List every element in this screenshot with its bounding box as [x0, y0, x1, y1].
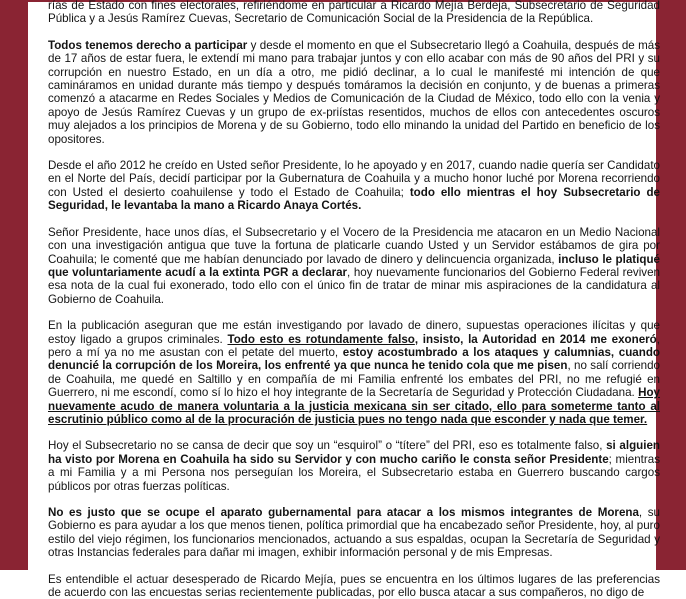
paragraph-3 — [48, 159, 660, 213]
paragraph-5-run: , insisto, la Autoridad en 2014 me exoneró — [414, 332, 657, 346]
left-border — [0, 0, 28, 570]
paragraph-4-run: , hoy nuevamente funcionarios del Gobierno Federal reviven esa nota de la cual fui exonerado, todo ello con el único fin de tratar de minar mis aspiraciones de la candidatura al Gobierno de Coahuila. — [48, 265, 661, 306]
paragraph-8-run: Es entendible el actuar desesperado de Ricardo Mejía, pues se encuentra en los últimos lugares de las preferencias de acuerdo con las encuestas serias recientemente publicadas, por ello busca atacar a sus compañeros, no digo de — [48, 572, 660, 599]
paragraph-2 — [48, 39, 660, 146]
paragraph-2-run: y desde el momento en que el Subsecretario llegó a Coahuila, después de más de 17 años de estar fuera, le extendí mi mano para trabajar juntos y con ello acabar con más de 90 años del PRI y su corrupción en nuestro Estado, en un día a otro, me pidió declinar, a lo cual le manifesté mi intención de que camináramos en unidad durante más tiempo y después tomáramos la decisión en conjunto, y de buenas a primeras comenzó a atacarme en Redes Sociales y Medios de Comunicación de la Ciudad de México, todo ello con la venia y apoyo de Jesús Ramírez Cuevas y un grupo de ex-priístas resentidos, muchos de ellos con antecedentes oscuros muy alejados a los principios de Morena y de su Gobierno, todo ello minando la unidad del Partido en beneficio de los opositores. — [48, 38, 660, 146]
paragraph-5-run: En la publicación aseguran que me están investigando por lavado de dinero, supuestas operaciones ilícitas y que estoy ligado a grupos criminales. — [48, 319, 660, 346]
letter-body — [48, 0, 661, 599]
paragraph-4 — [48, 226, 660, 306]
paragraph-4-run: incluso le platiqué que voluntariamente acudí a la extinta PGR a declarar — [48, 252, 661, 279]
paragraph-1 — [48, 0, 660, 26]
paragraph-6-run: Hoy el Subsecretario no se cansa de decir que soy un “esquirol” o “títere” del PRI, eso es totalmente falso, — [48, 439, 607, 453]
paragraph-7 — [48, 506, 660, 560]
paragraph-5-run: , no salí corriendo de Coahuila, me quedé en Saltillo y en compañía de mi Familia enfrenté los embates del PRI, no me refugié en Guerrero, ni me escondí, como sí lo hizo el hoy integrante de la Secretaría de Seguridad y Protección Ciudadana. — [48, 359, 661, 400]
paragraph-5 — [48, 319, 660, 426]
paragraph-3-run: Desde el año 2012 he creído en Usted señor Presidente, lo he apoyado y en 2017, cuando nadie quería ser Candidato en el Norte del País, decidí participar por la Gubernatura de Coahuila y a mucho honor luché por Morena recorriendo con Usted el desierto coahuilense y todo el Estado de Coahuila; — [48, 159, 660, 199]
right-border — [656, 0, 686, 570]
paragraph-8 — [48, 573, 660, 599]
paragraph-6-run: ; mientras a mi Familia y a mi Persona nos perseguían los Moreira, el Subsecretario estaba en Guerrero buscando cargos públicos por otras fuerzas políticas. — [48, 452, 660, 493]
paragraph-5-run: , pero a mí ya no me asustan con el petate del muerto, — [48, 332, 660, 359]
paragraph-7-run: No es justo que se ocupe el aparato gubernamental para atacar a los mismos integrantes de Morena — [48, 506, 639, 519]
paragraph-4-run: Señor Presidente, hace unos días, el Subsecretario y el Vocero de la Presidencia me atacaron en un Medio Nacional con una investigación antigua que tuve la fortuna de platicarle cuando Usted y un Servidor estábamos de gira por Coahuila; le comenté que me habían denunciado por lavado de dinero y delincuencia organizada, — [48, 225, 660, 266]
paragraph-6 — [48, 439, 660, 493]
paragraph-5-run: Hoy nuevamente acudo de manera voluntaria a la justicia mexicana sin ser citado, ello para someterme tanto al escrutinio público como al de la procuración de justicia pues no tengo nada que esconder y nada que temer. — [48, 386, 660, 426]
paragraph-6-run: si alguien ha visto por Morena en Coahuila ha sido su Servidor y con mucho cariño le consta señor Presidente — [48, 439, 660, 466]
paragraph-3-run: todo ello mientras el hoy Subsecretario de Seguridad, le levantaba la mano a Ricardo Anaya Cortés. — [48, 185, 660, 213]
paragraph-1-run: rías de Estado con fines electorales, refiriéndome en particular a Ricardo Mejía Berdeja, Subsecretario de Seguridad Pública y a Jesús Ramírez Cuevas, Secretario de Comunicación Social de la Presidencia de la República. — [48, 0, 660, 26]
paragraph-5-run: Todo esto es rotundamente falso — [227, 332, 415, 346]
paragraph-2-run: Todos tenemos derecho a participar — [48, 38, 248, 52]
paragraph-5-run: estoy acostumbrado a los ataques y calumnias, cuando denuncié la corrupción de los Moreira, los enfrenté ya que nunca he tenido cola que me pisen — [48, 345, 660, 373]
paragraph-7-run: , su Gobierno es para ayudar a los que menos tienen, política primordial que ha encabezado señor Presidente, hoy, al puro estilo del viejo régimen, los funcionarios mencionados, actuando a sus espaldas, ocupan la Secretaría de Seguridad y otras Instancias federales para dañar mi imagen, exhibir información personal y de mis Empresas. — [48, 506, 660, 560]
